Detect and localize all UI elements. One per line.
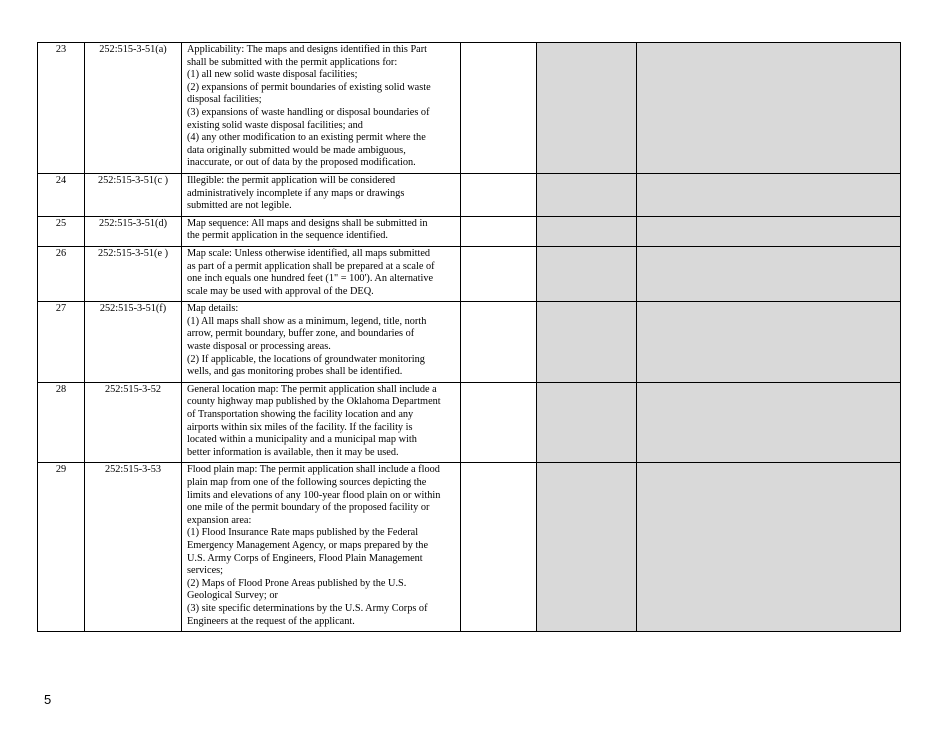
rule-citation: 252:515-3-51(f): [85, 302, 182, 383]
shaded-cell: [637, 173, 901, 216]
shaded-cell: [637, 382, 901, 463]
table-row: [38, 43, 901, 174]
requirement-text: Applicability: The maps and designs identified in this Part shall be submitted with the permit applications for: (1) all new solid waste disposal facilities; (2) expansions of permit boundaries of existing solid waste disposal facilities; (3) expansions of waste handling or disposal boundaries of existing solid waste disposal facilities; and (4) any other modification to an existing permit where the data originally submitted would be made ambiguous, inaccurate, or out of data by the proposed modification.: [182, 43, 461, 174]
table-row: [38, 246, 901, 301]
rule-citation: 252:515-3-51(e ): [85, 246, 182, 301]
shaded-cell: [637, 216, 901, 246]
requirement-text: Map scale: Unless otherwise identified, all maps submitted as part of a permit application shall be prepared at a scale of one inch equals one hundred feet (1" = 100'). An alternative scale may be used with approval of the DEQ.: [182, 246, 461, 301]
shaded-cell: [637, 246, 901, 301]
rule-citation: 252:515-3-52: [85, 382, 182, 463]
row-number: 25: [38, 216, 85, 246]
row-number: 27: [38, 302, 85, 383]
page-number: 5: [44, 692, 52, 707]
requirement-text: Illegible: the permit application will be considered administratively incomplete if any maps or drawings submitted are not legible.: [182, 173, 461, 216]
table-row: [38, 302, 901, 383]
shaded-cell: [637, 302, 901, 383]
requirement-text: Map sequence: All maps and designs shall be submitted in the permit application in the sequence identified.: [182, 216, 461, 246]
table-row: [38, 463, 901, 632]
response-cell: [461, 173, 537, 216]
response-cell: [461, 246, 537, 301]
response-cell: [461, 302, 537, 383]
requirement-text: Flood plain map: The permit application shall include a flood plain map from one of the following sources depicting the limits and elevations of any 100-year flood plain on or within one mile of the permit boundary of the proposed facility or expansion area: (1) Flood Insurance Rate maps published by the Federal Emergency Management Agency, or maps prepared by the U.S. Army Corps of Engineers, Flood Plain Management services; (2) Maps of Flood Prone Areas published by the U.S. Geological Survey; or (3) site specific determinations by the U.S. Army Corps of Engineers at the request of the applicant.: [182, 463, 461, 632]
shaded-cell: [537, 246, 637, 301]
shaded-cell: [537, 302, 637, 383]
row-number: 26: [38, 246, 85, 301]
row-number: 24: [38, 173, 85, 216]
rule-citation: 252:515-3-53: [85, 463, 182, 632]
row-number: 23: [38, 43, 85, 174]
response-cell: [461, 216, 537, 246]
requirements-table: [37, 42, 901, 632]
rule-citation: 252:515-3-51(c ): [85, 173, 182, 216]
requirement-text: General location map: The permit application shall include a county highway map published by the Oklahoma Department of Transportation showing the facility location and any airports within six miles of the facility. If the facility is located within a municipality and a municipal map with better information is available, then it may be used.: [182, 382, 461, 463]
row-number: 29: [38, 463, 85, 632]
shaded-cell: [537, 173, 637, 216]
response-cell: [461, 382, 537, 463]
shaded-cell: [537, 43, 637, 174]
table-row: [38, 216, 901, 246]
response-cell: [461, 43, 537, 174]
table-row: [38, 382, 901, 463]
shaded-cell: [537, 216, 637, 246]
response-cell: [461, 463, 537, 632]
shaded-cell: [637, 463, 901, 632]
rule-citation: 252:515-3-51(d): [85, 216, 182, 246]
requirement-text: Map details: (1) All maps shall show as a minimum, legend, title, north arrow, permit boundary, buffer zone, and boundaries of waste disposal or processing areas. (2) If applicable, the locations of groundwater monitoring wells, and gas monitoring probes shall be identified.: [182, 302, 461, 383]
rule-citation: 252:515-3-51(a): [85, 43, 182, 174]
shaded-cell: [537, 382, 637, 463]
shaded-cell: [537, 463, 637, 632]
row-number: 28: [38, 382, 85, 463]
shaded-cell: [637, 43, 901, 174]
table-row: [38, 173, 901, 216]
